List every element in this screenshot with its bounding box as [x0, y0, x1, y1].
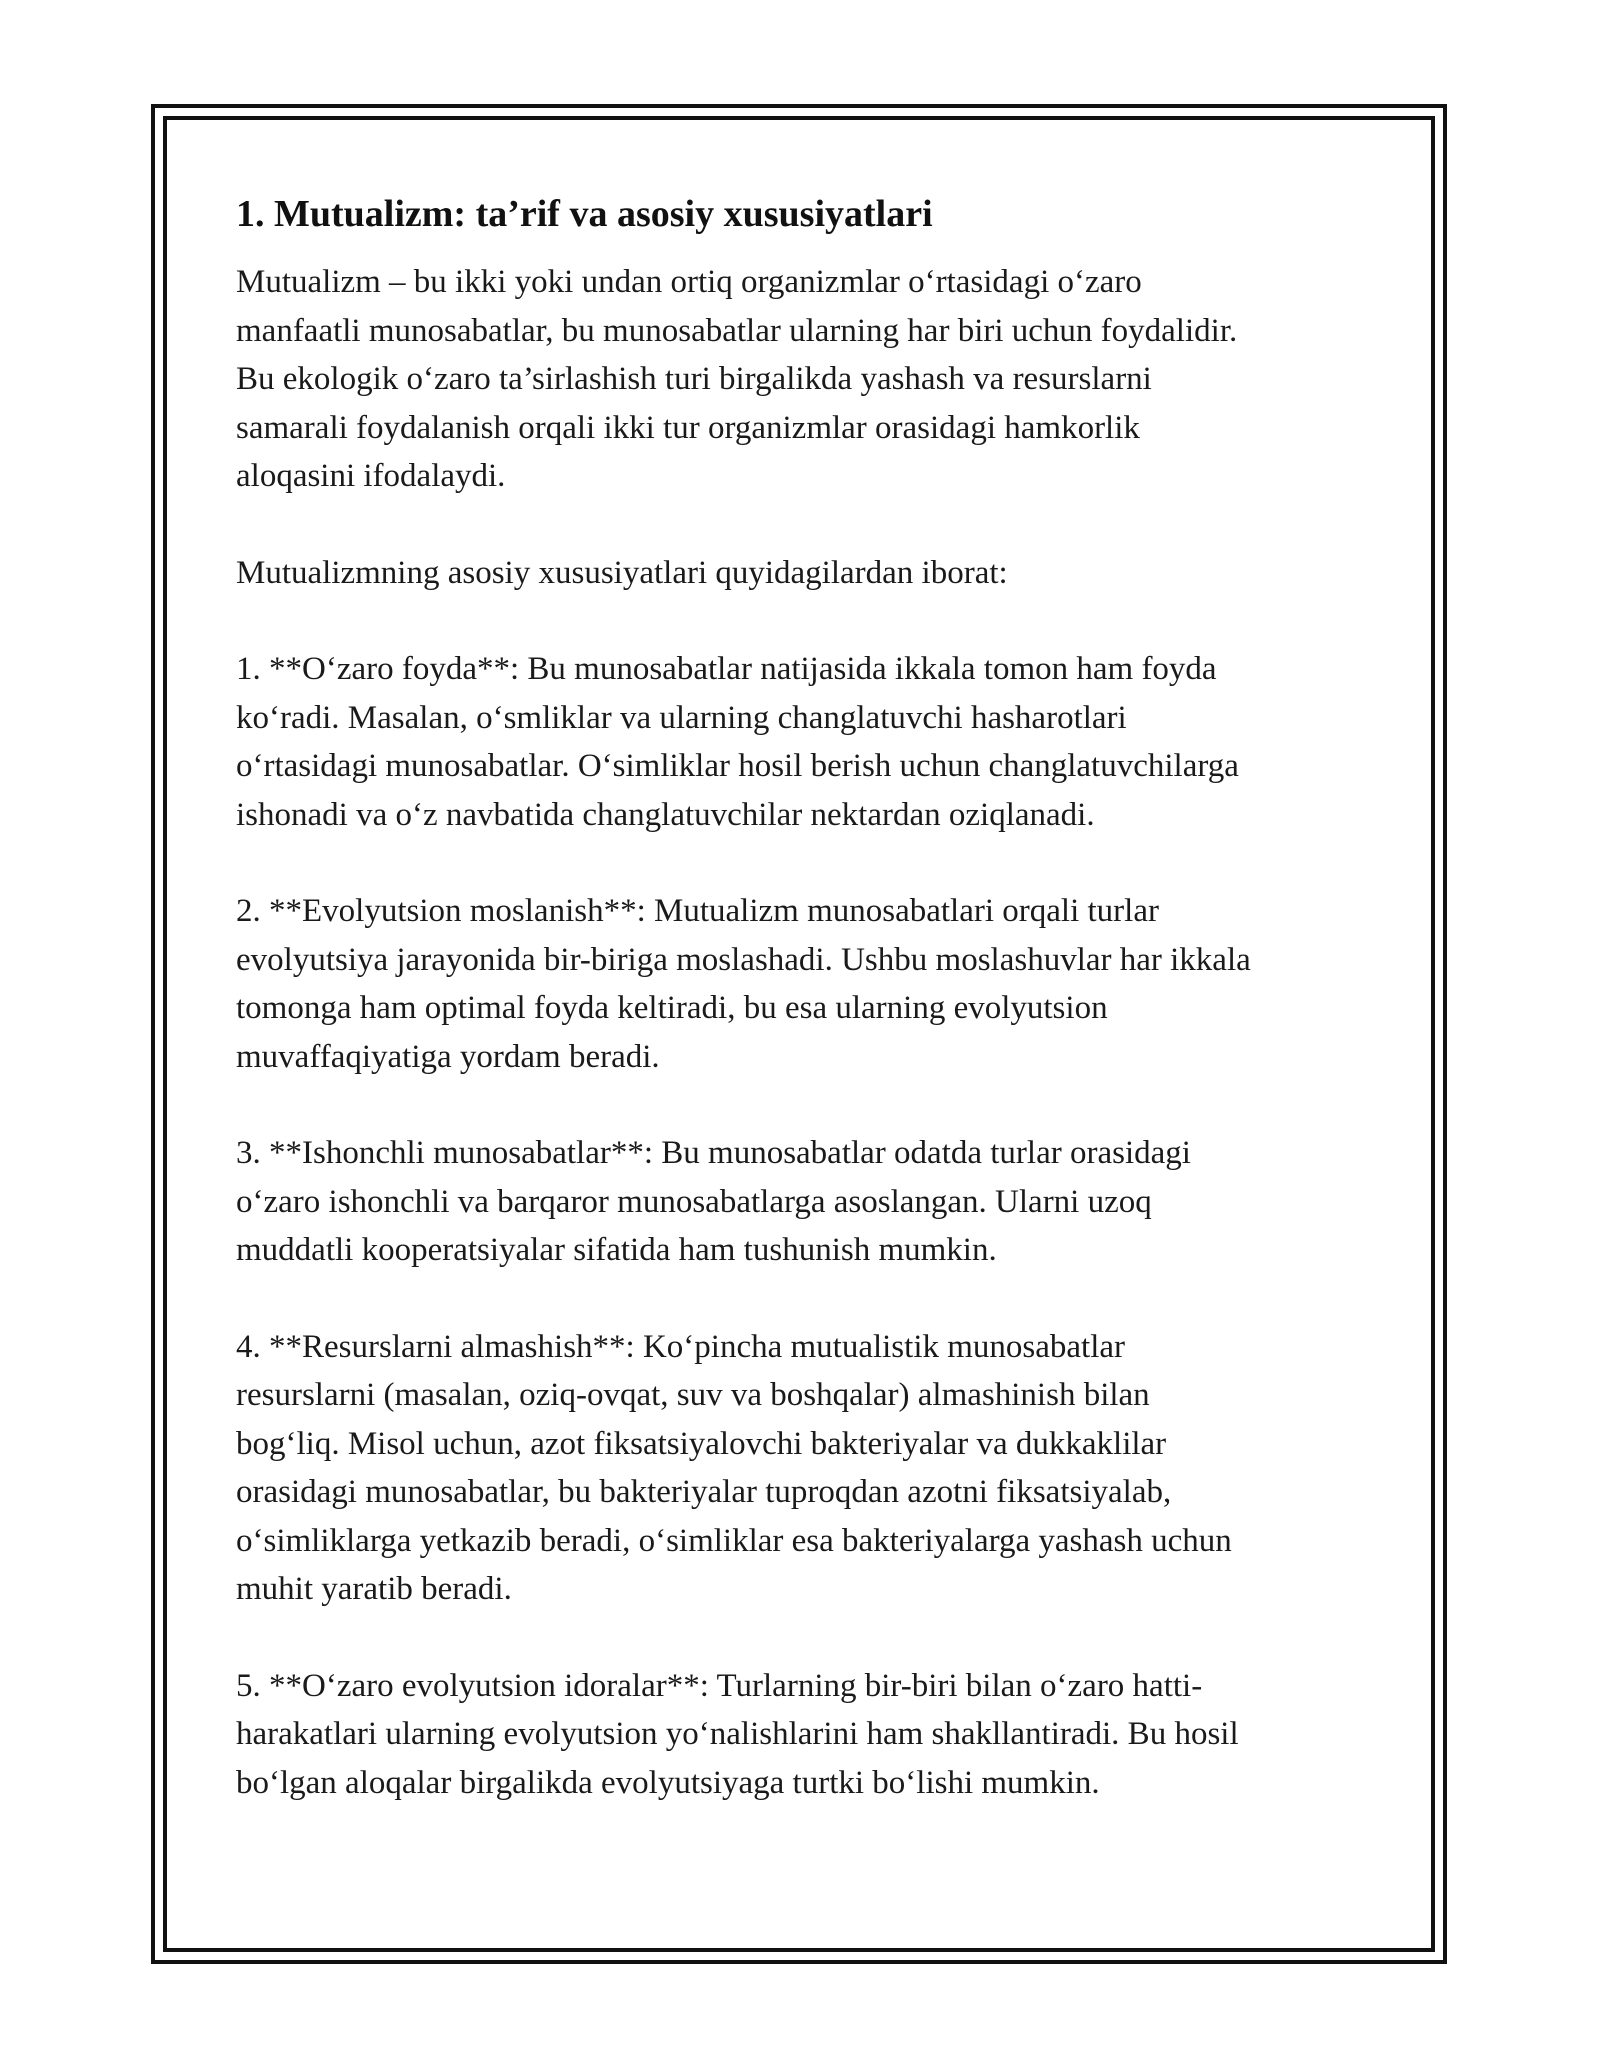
paragraph-intro-list: Mutualizmning asosiy xususiyatlari quyidagilardan iborat: [236, 554, 1008, 591]
paragraph-definition: Mutualizm – bu ikki yoki undan ortiq organizmlar oʻrtasidagi oʻzaro manfaatli munosabatlar, bu munosabatlar ularning har biri uchun foydalidir. Bu ekologik oʻzaro ta’sirlashish turi birgalikda yashash va resurslarni samarali foydalanish orqali ikki tur organizmlar orasidagi hamkorlik aloqasini ifodalaydi. [236, 264, 1238, 494]
paragraph-item-5: 5. **Oʻzaro evolyutsion idoralar**: Turlarning bir-biri bilan oʻzaro hatti- harakatlari ularning evolyutsion yoʻnalishlarini ham shakllantiradi. Bu hosil boʻlgan aloqalar birgalikda evolyutsiyaga turtki boʻlishi mumkin. [236, 1667, 1239, 1801]
paragraph-item-3: 3. **Ishonchli munosabatlar**: Bu munosabatlar odatda turlar orasidagi oʻzaro ishonchli va barqaror munosabatlarga asoslangan. Ularni uzoq muddatli kooperatsiyalar sifatida ham tushunish mumkin. [236, 1135, 1191, 1268]
paragraph-item-4: 4. **Resurslarni almashish**: Koʻpincha mutualistik munosabatlar resurslarni (masalan, oziq-ovqat, suv va boshqalar) almashinish bilan bogʻliq. Misol uchun, azot fiksatsiyalovchi bakteriyalar va dukkaklilar orasidagi munosabatlar, bu bakteriyalar tuproqdan azotni fiksatsiyalab, oʻsimliklarga yetkazib beradi, oʻsimliklar esa bakteriyalarga yashash uchun muhit yaratib beradi. [236, 1328, 1232, 1607]
section-heading: 1. Mutualizm: ta’rif va asosiy xususiyatlari [236, 193, 933, 235]
paragraph-item-1: 1. **Oʻzaro foyda**: Bu munosabatlar natijasida ikkala tomon ham foyda koʻradi. Masalan, oʻsmliklar va ularning changlatuvchi hasharotlari oʻrtasidagi munosabatlar. Oʻsimliklar hosil berish uchun changlatuvchilarga ishonadi va oʻz navbatida changlatuvchilar nektardan oziqlanadi. [236, 651, 1239, 833]
document-body [236, 190, 1386, 1855]
paragraph-item-2: 2. **Evolyutsion moslanish**: Mutualizm munosabatlari orqali turlar evolyutsiya jarayonida bir-biriga moslashadi. Ushbu moslashuvlar har ikkala tomonga ham optimal foyda keltiradi, bu esa ularning evolyutsion muvaffaqiyatiga yordam beradi. [236, 893, 1251, 1075]
